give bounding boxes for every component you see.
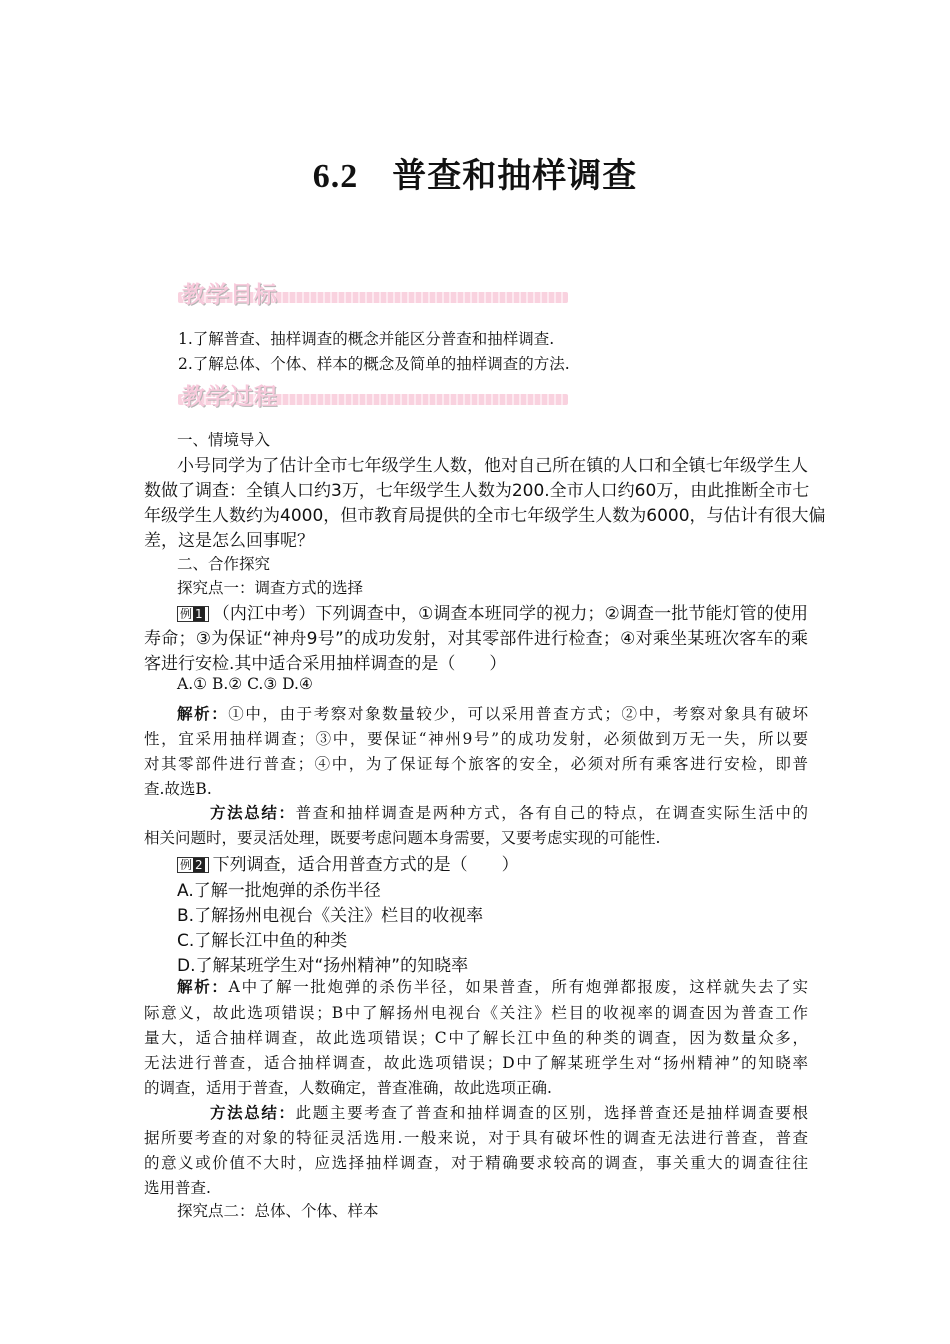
example-1-summary: 方法总结：普查和抽样调查是两种方式，各有自己的特点，在调查实际生活中的 [210, 803, 808, 822]
example-1-analysis: 解析：①中，由于考察对象数量较少，可以采用普查方式；②中，考察对象具有破坏 [177, 704, 808, 723]
explore-point-1: 探究点一：调查方式的选择 [177, 579, 364, 597]
goal-2: 2.了解总体、个体、样本的概念及简单的抽样调查的方法. [178, 355, 570, 373]
example-1-badge: 例 1 [177, 606, 209, 622]
analysis-label: 解析： [177, 977, 229, 996]
banner-label: 教学目标 [182, 282, 278, 308]
intro-line: 年级学生人数约为4000，但市教育局提供的全市七年级学生人数为6000，与估计有很大偏 [144, 506, 826, 526]
analysis-line: 查.故选B. [144, 780, 212, 798]
example-2-option: A.了解一批炮弹的杀伤半径 [177, 881, 381, 901]
example-2-option: C.了解长江中鱼的种类 [177, 931, 348, 951]
analysis-label: 解析： [177, 704, 229, 723]
teaching-goals-banner [178, 272, 568, 312]
banner-label: 教学过程 [182, 384, 278, 410]
example-2-summary: 方法总结：此题主要考查了普查和抽样调查的区别，选择普查还是抽样调查要根 [210, 1103, 808, 1122]
explore-point-2: 探究点二：总体、个体、样本 [177, 1202, 379, 1220]
summary-line: 选用普查. [144, 1179, 211, 1197]
page-title [0, 148, 950, 197]
intro-line: 数做了调查：全镇人口约3万，七年级学生人数为200.全市人口约60万，由此推断全市七 [144, 481, 810, 501]
analysis-line: 对其零部件进行普查；④中，为了保证每个旅客的安全，必须对所有乘客进行安检，即普 [144, 755, 808, 773]
summary-label: 方法总结： [210, 803, 296, 822]
intro-line: 小号同学为了估计全市七年级学生人数，他对自己所在镇的人口和全镇七年级学生人 [177, 456, 808, 476]
example-2-analysis: 解析：A中了解一批炮弹的杀伤半径，如果普查，所有炮弹都报废，这样就失去了实 [177, 977, 808, 996]
example-1-question: 例 1 （内江中考）下列调查中，①调查本班同学的视力；②调查一批节能灯管的使用 [144, 599, 808, 624]
summary-line: 的意义或价值不大时，应选择抽样调查，对于精确要求较高的调查，事关重大的调查往往 [144, 1154, 808, 1172]
summary-line: 据所要考查的对象的特征灵活选用.一般来说，对于具有破坏性的调查无法进行普查，普查 [144, 1129, 808, 1147]
summary-line: 相关问题时，要灵活处理，既要考虑问题本身需要，又要考虑实现的可能性. [144, 829, 661, 847]
goal-1: 1.了解普查、抽样调查的概念并能区分普查和抽样调查. [178, 330, 555, 348]
intro-line: 差，这是怎么回事呢？ [144, 531, 314, 551]
example-2-badge: 例 2 [177, 857, 209, 873]
analysis-line: 际意义，故此选项错误；B中了解扬州电视台《关注》栏目的收视率的调查因为普查工作 [144, 1004, 808, 1022]
example-2-option: B.了解扬州电视台《关注》栏目的收视率 [177, 906, 484, 926]
analysis-line: 性，宜采用抽样调查；③中，要保证“神州9号”的成功发射，必须做到万无一失，所以要 [144, 730, 808, 748]
analysis-line: 无法进行普查，适合抽样调查，故此选项错误；D中了解某班学生对“扬州精神”的知晓率 [144, 1054, 808, 1072]
section-heading-explore: 二、合作探究 [177, 555, 271, 573]
example-2-question: 例 2 下列调查，适合用普查方式的是（ ） [144, 850, 808, 875]
summary-label: 方法总结： [210, 1103, 296, 1122]
example-1-question-line: 客进行安检.其中适合采用抽样调查的是（ ） [144, 654, 507, 674]
example-1-options: A.① B.② C.③ D.④ [177, 675, 313, 693]
teaching-process-banner [178, 374, 568, 414]
section-heading-intro: 一、情境导入 [177, 431, 271, 449]
analysis-line: 量大，适合抽样调查，故此选项错误；C中了解长江中鱼的种类的调查，因为数量众多， [144, 1029, 808, 1047]
analysis-line: 的调查，适用于普查，人数确定，普查准确，故此选项正确. [144, 1079, 552, 1097]
section-title-text: 普查和抽样调查 [392, 156, 638, 196]
section-number: 6.2 [312, 158, 359, 195]
example-2-option: D.了解某班学生对“扬州精神”的知晓率 [177, 956, 469, 976]
example-1-question-line: 寿命；③为保证“神舟9号”的成功发射，对其零部件进行检查；④对乘坐某班次客车的乘 [144, 629, 808, 649]
